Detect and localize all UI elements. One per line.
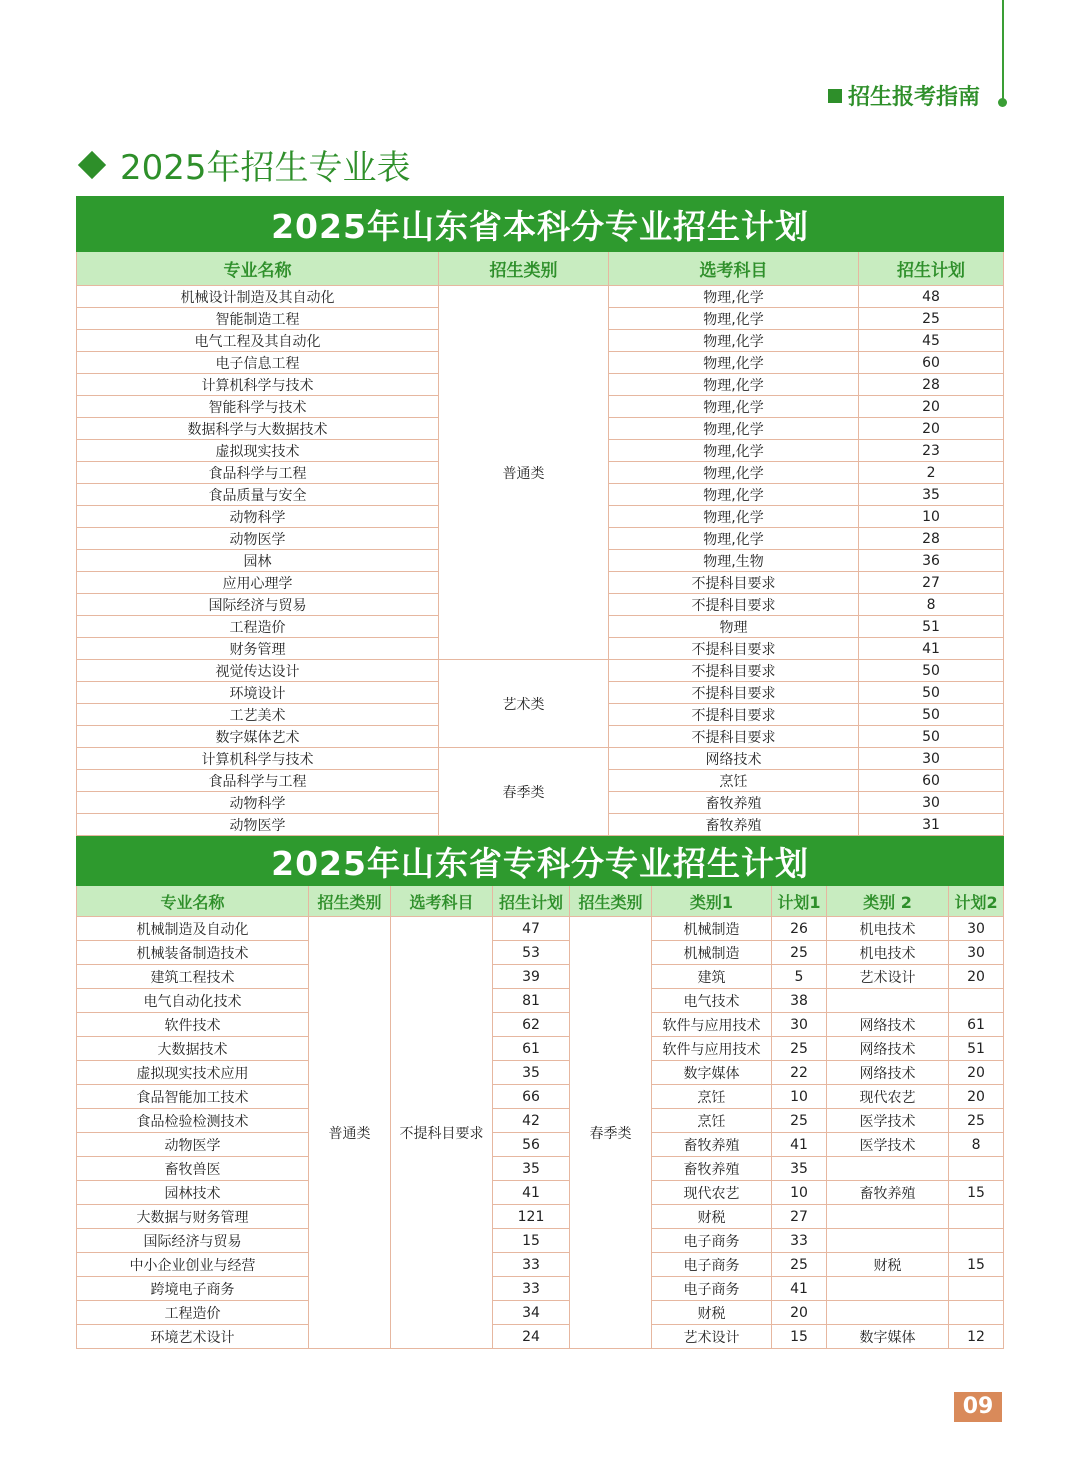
subject-cell: 物理,化学 <box>609 308 859 330</box>
plan2-cell <box>949 989 1004 1013</box>
plan-count-cell: 2 <box>859 462 1004 484</box>
major-name-cell: 国际经济与贸易 <box>77 594 439 616</box>
plan1-cell: 25 <box>772 1109 827 1133</box>
undergrad-table-title: 2025年山东省本科分专业招生计划 <box>77 197 1004 252</box>
major-name-cell: 虚拟现实技术应用 <box>77 1061 309 1085</box>
plan2-cell: 20 <box>949 1085 1004 1109</box>
plan1-cell: 5 <box>772 965 827 989</box>
major-name-cell: 虚拟现实技术 <box>77 440 439 462</box>
table-row <box>77 748 1004 770</box>
category-cell: 普通类 <box>439 286 609 660</box>
subject-cell: 畜牧养殖 <box>609 792 859 814</box>
type1-cell: 财税 <box>652 1205 772 1229</box>
category-cell: 春季类 <box>439 748 609 836</box>
running-header <box>828 80 980 111</box>
plan1-cell: 35 <box>772 1157 827 1181</box>
plan-count-cell: 66 <box>493 1085 570 1109</box>
type2-cell: 财税 <box>827 1253 949 1277</box>
plan-count-cell: 28 <box>859 528 1004 550</box>
major-name-cell: 工程造价 <box>77 1301 309 1325</box>
plan-count-cell: 10 <box>859 506 1004 528</box>
table-row <box>77 1061 1004 1085</box>
type2-cell: 网络技术 <box>827 1013 949 1037</box>
plan-count-cell: 60 <box>859 352 1004 374</box>
major-name-cell: 电气工程及其自动化 <box>77 330 439 352</box>
table-row <box>77 1085 1004 1109</box>
plan2-cell: 15 <box>949 1253 1004 1277</box>
subject-cell: 网络技术 <box>609 748 859 770</box>
type1-cell: 烹饪 <box>652 1109 772 1133</box>
spring-category-cell: 春季类 <box>570 917 652 1349</box>
plan-count-cell: 48 <box>859 286 1004 308</box>
type2-cell <box>827 1229 949 1253</box>
column-header-plan: 招生计划 <box>859 252 1004 286</box>
plan-count-cell: 42 <box>493 1109 570 1133</box>
type1-cell: 建筑 <box>652 965 772 989</box>
plan-count-cell: 50 <box>859 726 1004 748</box>
plan-count-cell: 47 <box>493 917 570 941</box>
plan-count-cell: 34 <box>493 1301 570 1325</box>
subject-cell: 不提科目要求 <box>609 638 859 660</box>
major-name-cell: 中小企业创业与经营 <box>77 1253 309 1277</box>
major-name-cell: 机械制造及自动化 <box>77 917 309 941</box>
type2-cell: 数字媒体 <box>827 1325 949 1349</box>
subject-cell: 物理 <box>609 616 859 638</box>
type1-cell: 财税 <box>652 1301 772 1325</box>
plan-count-cell: 35 <box>493 1061 570 1085</box>
subject-cell: 物理,化学 <box>609 440 859 462</box>
plan-count-cell: 45 <box>859 330 1004 352</box>
page-number: 09 <box>954 1392 1002 1422</box>
type1-cell: 电子商务 <box>652 1229 772 1253</box>
plan1-cell: 25 <box>772 941 827 965</box>
type1-cell: 电子商务 <box>652 1277 772 1301</box>
major-name-cell: 软件技术 <box>77 1013 309 1037</box>
type1-cell: 现代农艺 <box>652 1181 772 1205</box>
major-name-cell: 环境设计 <box>77 682 439 704</box>
plan2-cell: 25 <box>949 1109 1004 1133</box>
plan1-cell: 22 <box>772 1061 827 1085</box>
subject-cell: 物理,化学 <box>609 330 859 352</box>
major-name-cell: 园林技术 <box>77 1181 309 1205</box>
subject-cell: 物理,化学 <box>609 418 859 440</box>
subject-cell: 不提科目要求 <box>609 726 859 748</box>
major-name-cell: 计算机科学与技术 <box>77 748 439 770</box>
plan1-cell: 27 <box>772 1205 827 1229</box>
type2-cell: 畜牧养殖 <box>827 1181 949 1205</box>
type2-cell: 机电技术 <box>827 941 949 965</box>
type1-cell: 烹饪 <box>652 1085 772 1109</box>
type1-cell: 软件与应用技术 <box>652 1013 772 1037</box>
plan-count-cell: 35 <box>493 1157 570 1181</box>
table-row <box>77 1157 1004 1181</box>
major-name-cell: 视觉传达设计 <box>77 660 439 682</box>
plan-count-cell: 8 <box>859 594 1004 616</box>
plan1-cell: 25 <box>772 1253 827 1277</box>
plan-count-cell: 62 <box>493 1013 570 1037</box>
major-name-cell: 动物医学 <box>77 528 439 550</box>
major-name-cell: 动物医学 <box>77 1133 309 1157</box>
plan-count-cell: 30 <box>859 792 1004 814</box>
subject-cell: 物理,化学 <box>609 352 859 374</box>
major-name-cell: 跨境电子商务 <box>77 1277 309 1301</box>
major-name-cell: 国际经济与贸易 <box>77 1229 309 1253</box>
major-name-cell: 食品智能加工技术 <box>77 1085 309 1109</box>
table-row <box>77 1229 1004 1253</box>
table-row <box>77 917 1004 941</box>
plan-count-cell: 27 <box>859 572 1004 594</box>
plan-count-cell: 24 <box>493 1325 570 1349</box>
major-name-cell: 工程造价 <box>77 616 439 638</box>
type2-cell <box>827 1301 949 1325</box>
column-header-plan2: 计划2 <box>949 886 1004 917</box>
plan1-cell: 38 <box>772 989 827 1013</box>
plan-count-cell: 39 <box>493 965 570 989</box>
major-name-cell: 应用心理学 <box>77 572 439 594</box>
major-name-cell: 动物医学 <box>77 814 439 836</box>
plan2-cell: 30 <box>949 941 1004 965</box>
plan2-cell: 12 <box>949 1325 1004 1349</box>
major-name-cell: 园林 <box>77 550 439 572</box>
major-name-cell: 智能科学与技术 <box>77 396 439 418</box>
plan1-cell: 15 <box>772 1325 827 1349</box>
plan-count-cell: 56 <box>493 1133 570 1157</box>
plan-count-cell: 30 <box>859 748 1004 770</box>
category-cell: 普通类 <box>309 917 391 1349</box>
major-name-cell: 机械设计制造及其自动化 <box>77 286 439 308</box>
major-name-cell: 建筑工程技术 <box>77 965 309 989</box>
column-header-category: 招生类别 <box>309 886 391 917</box>
table-row <box>77 941 1004 965</box>
column-header-major: 专业名称 <box>77 252 439 286</box>
type2-cell: 医学技术 <box>827 1133 949 1157</box>
subject-cell: 不提科目要求 <box>609 594 859 616</box>
major-name-cell: 大数据与财务管理 <box>77 1205 309 1229</box>
undergrad-plan-table <box>76 196 1004 836</box>
plan-count-cell: 41 <box>859 638 1004 660</box>
plan1-cell: 20 <box>772 1301 827 1325</box>
plan-count-cell: 28 <box>859 374 1004 396</box>
plan1-cell: 10 <box>772 1085 827 1109</box>
plan-count-cell: 81 <box>493 989 570 1013</box>
table-row <box>77 286 1004 308</box>
plan1-cell: 41 <box>772 1277 827 1301</box>
type1-cell: 机械制造 <box>652 917 772 941</box>
plan1-cell: 41 <box>772 1133 827 1157</box>
type2-cell: 医学技术 <box>827 1109 949 1133</box>
type2-cell <box>827 1277 949 1301</box>
type1-cell: 电子商务 <box>652 1253 772 1277</box>
plan1-cell: 30 <box>772 1013 827 1037</box>
table-row <box>77 1109 1004 1133</box>
type2-cell <box>827 989 949 1013</box>
type1-cell: 艺术设计 <box>652 1325 772 1349</box>
major-name-cell: 食品质量与安全 <box>77 484 439 506</box>
subject-cell: 畜牧养殖 <box>609 814 859 836</box>
table-row <box>77 1205 1004 1229</box>
major-name-cell: 电子信息工程 <box>77 352 439 374</box>
plan2-cell: 20 <box>949 965 1004 989</box>
column-header-spring-category: 招生类别 <box>570 886 652 917</box>
plan-count-cell: 36 <box>859 550 1004 572</box>
column-header-type2: 类别 2 <box>827 886 949 917</box>
table-row <box>77 1325 1004 1349</box>
decorative-vertical-line <box>1002 0 1004 100</box>
table-row <box>77 1181 1004 1205</box>
diamond-icon <box>78 150 106 178</box>
column-header-subjects: 选考科目 <box>609 252 859 286</box>
decorative-dot <box>998 98 1007 107</box>
plan-count-cell: 50 <box>859 660 1004 682</box>
plan-count-cell: 53 <box>493 941 570 965</box>
plan-count-cell: 20 <box>859 418 1004 440</box>
type2-cell <box>827 1157 949 1181</box>
major-name-cell: 环境艺术设计 <box>77 1325 309 1349</box>
column-header-plan: 招生计划 <box>493 886 570 917</box>
table-row <box>77 1133 1004 1157</box>
major-name-cell: 畜牧兽医 <box>77 1157 309 1181</box>
table-row <box>77 1277 1004 1301</box>
plan2-cell: 61 <box>949 1013 1004 1037</box>
plan2-cell <box>949 1229 1004 1253</box>
category-cell: 艺术类 <box>439 660 609 748</box>
type1-cell: 畜牧养殖 <box>652 1133 772 1157</box>
table-row <box>77 1253 1004 1277</box>
plan-count-cell: 61 <box>493 1037 570 1061</box>
plan1-cell: 10 <box>772 1181 827 1205</box>
column-header-subjects: 选考科目 <box>391 886 493 917</box>
subject-cell: 物理,化学 <box>609 528 859 550</box>
subject-cell: 不提科目要求 <box>391 917 493 1349</box>
table-row <box>77 1037 1004 1061</box>
plan2-cell: 30 <box>949 917 1004 941</box>
plan2-cell <box>949 1205 1004 1229</box>
plan-count-cell: 33 <box>493 1277 570 1301</box>
plan2-cell: 15 <box>949 1181 1004 1205</box>
plan-count-cell: 20 <box>859 396 1004 418</box>
subject-cell: 不提科目要求 <box>609 682 859 704</box>
subject-cell: 物理,生物 <box>609 550 859 572</box>
vocational-table-title: 2025年山东省专科分专业招生计划 <box>77 837 1004 886</box>
column-header-plan1: 计划1 <box>772 886 827 917</box>
major-name-cell: 大数据技术 <box>77 1037 309 1061</box>
major-name-cell: 电气自动化技术 <box>77 989 309 1013</box>
plan-count-cell: 51 <box>859 616 1004 638</box>
type1-cell: 畜牧养殖 <box>652 1157 772 1181</box>
square-icon <box>828 89 842 103</box>
type2-cell: 艺术设计 <box>827 965 949 989</box>
plan2-cell: 8 <box>949 1133 1004 1157</box>
plan-count-cell: 33 <box>493 1253 570 1277</box>
subject-cell: 烹饪 <box>609 770 859 792</box>
major-name-cell: 计算机科学与技术 <box>77 374 439 396</box>
type2-cell: 现代农艺 <box>827 1085 949 1109</box>
plan-count-cell: 121 <box>493 1205 570 1229</box>
plan1-cell: 33 <box>772 1229 827 1253</box>
major-name-cell: 食品科学与工程 <box>77 462 439 484</box>
type1-cell: 机械制造 <box>652 941 772 965</box>
plan2-cell <box>949 1301 1004 1325</box>
major-name-cell: 机械装备制造技术 <box>77 941 309 965</box>
plan-count-cell: 35 <box>859 484 1004 506</box>
section-title <box>76 140 411 189</box>
type2-cell: 机电技术 <box>827 917 949 941</box>
plan-count-cell: 25 <box>859 308 1004 330</box>
type2-cell: 网络技术 <box>827 1037 949 1061</box>
plan-count-cell: 50 <box>859 704 1004 726</box>
plan2-cell: 51 <box>949 1037 1004 1061</box>
subject-cell: 物理,化学 <box>609 506 859 528</box>
major-name-cell: 数据科学与大数据技术 <box>77 418 439 440</box>
major-name-cell: 动物科学 <box>77 792 439 814</box>
type1-cell: 软件与应用技术 <box>652 1037 772 1061</box>
table-row <box>77 660 1004 682</box>
section-title-text: 2025年招生专业表 <box>120 148 411 188</box>
type2-cell: 网络技术 <box>827 1061 949 1085</box>
major-name-cell: 财务管理 <box>77 638 439 660</box>
plan2-cell: 20 <box>949 1061 1004 1085</box>
subject-cell: 不提科目要求 <box>609 572 859 594</box>
major-name-cell: 工艺美术 <box>77 704 439 726</box>
vocational-plan-table <box>76 836 1004 1349</box>
plan-count-cell: 60 <box>859 770 1004 792</box>
major-name-cell: 食品检验检测技术 <box>77 1109 309 1133</box>
major-name-cell: 动物科学 <box>77 506 439 528</box>
type1-cell: 电气技术 <box>652 989 772 1013</box>
subject-cell: 物理,化学 <box>609 374 859 396</box>
subject-cell: 不提科目要求 <box>609 704 859 726</box>
plan2-cell <box>949 1157 1004 1181</box>
plan-count-cell: 15 <box>493 1229 570 1253</box>
type2-cell <box>827 1205 949 1229</box>
major-name-cell: 食品科学与工程 <box>77 770 439 792</box>
plan-count-cell: 31 <box>859 814 1004 836</box>
major-name-cell: 智能制造工程 <box>77 308 439 330</box>
running-header-text: 招生报考指南 <box>847 85 980 110</box>
subject-cell: 物理,化学 <box>609 396 859 418</box>
subject-cell: 物理,化学 <box>609 484 859 506</box>
plan-count-cell: 41 <box>493 1181 570 1205</box>
type1-cell: 数字媒体 <box>652 1061 772 1085</box>
table-row <box>77 965 1004 989</box>
column-header-type1: 类别1 <box>652 886 772 917</box>
table-row <box>77 989 1004 1013</box>
subject-cell: 物理,化学 <box>609 286 859 308</box>
plan-count-cell: 23 <box>859 440 1004 462</box>
table-row <box>77 1013 1004 1037</box>
table-row <box>77 1301 1004 1325</box>
plan2-cell <box>949 1277 1004 1301</box>
plan1-cell: 26 <box>772 917 827 941</box>
plan-count-cell: 50 <box>859 682 1004 704</box>
plan1-cell: 25 <box>772 1037 827 1061</box>
column-header-category: 招生类别 <box>439 252 609 286</box>
column-header-major: 专业名称 <box>77 886 309 917</box>
subject-cell: 不提科目要求 <box>609 660 859 682</box>
subject-cell: 物理,化学 <box>609 462 859 484</box>
major-name-cell: 数字媒体艺术 <box>77 726 439 748</box>
